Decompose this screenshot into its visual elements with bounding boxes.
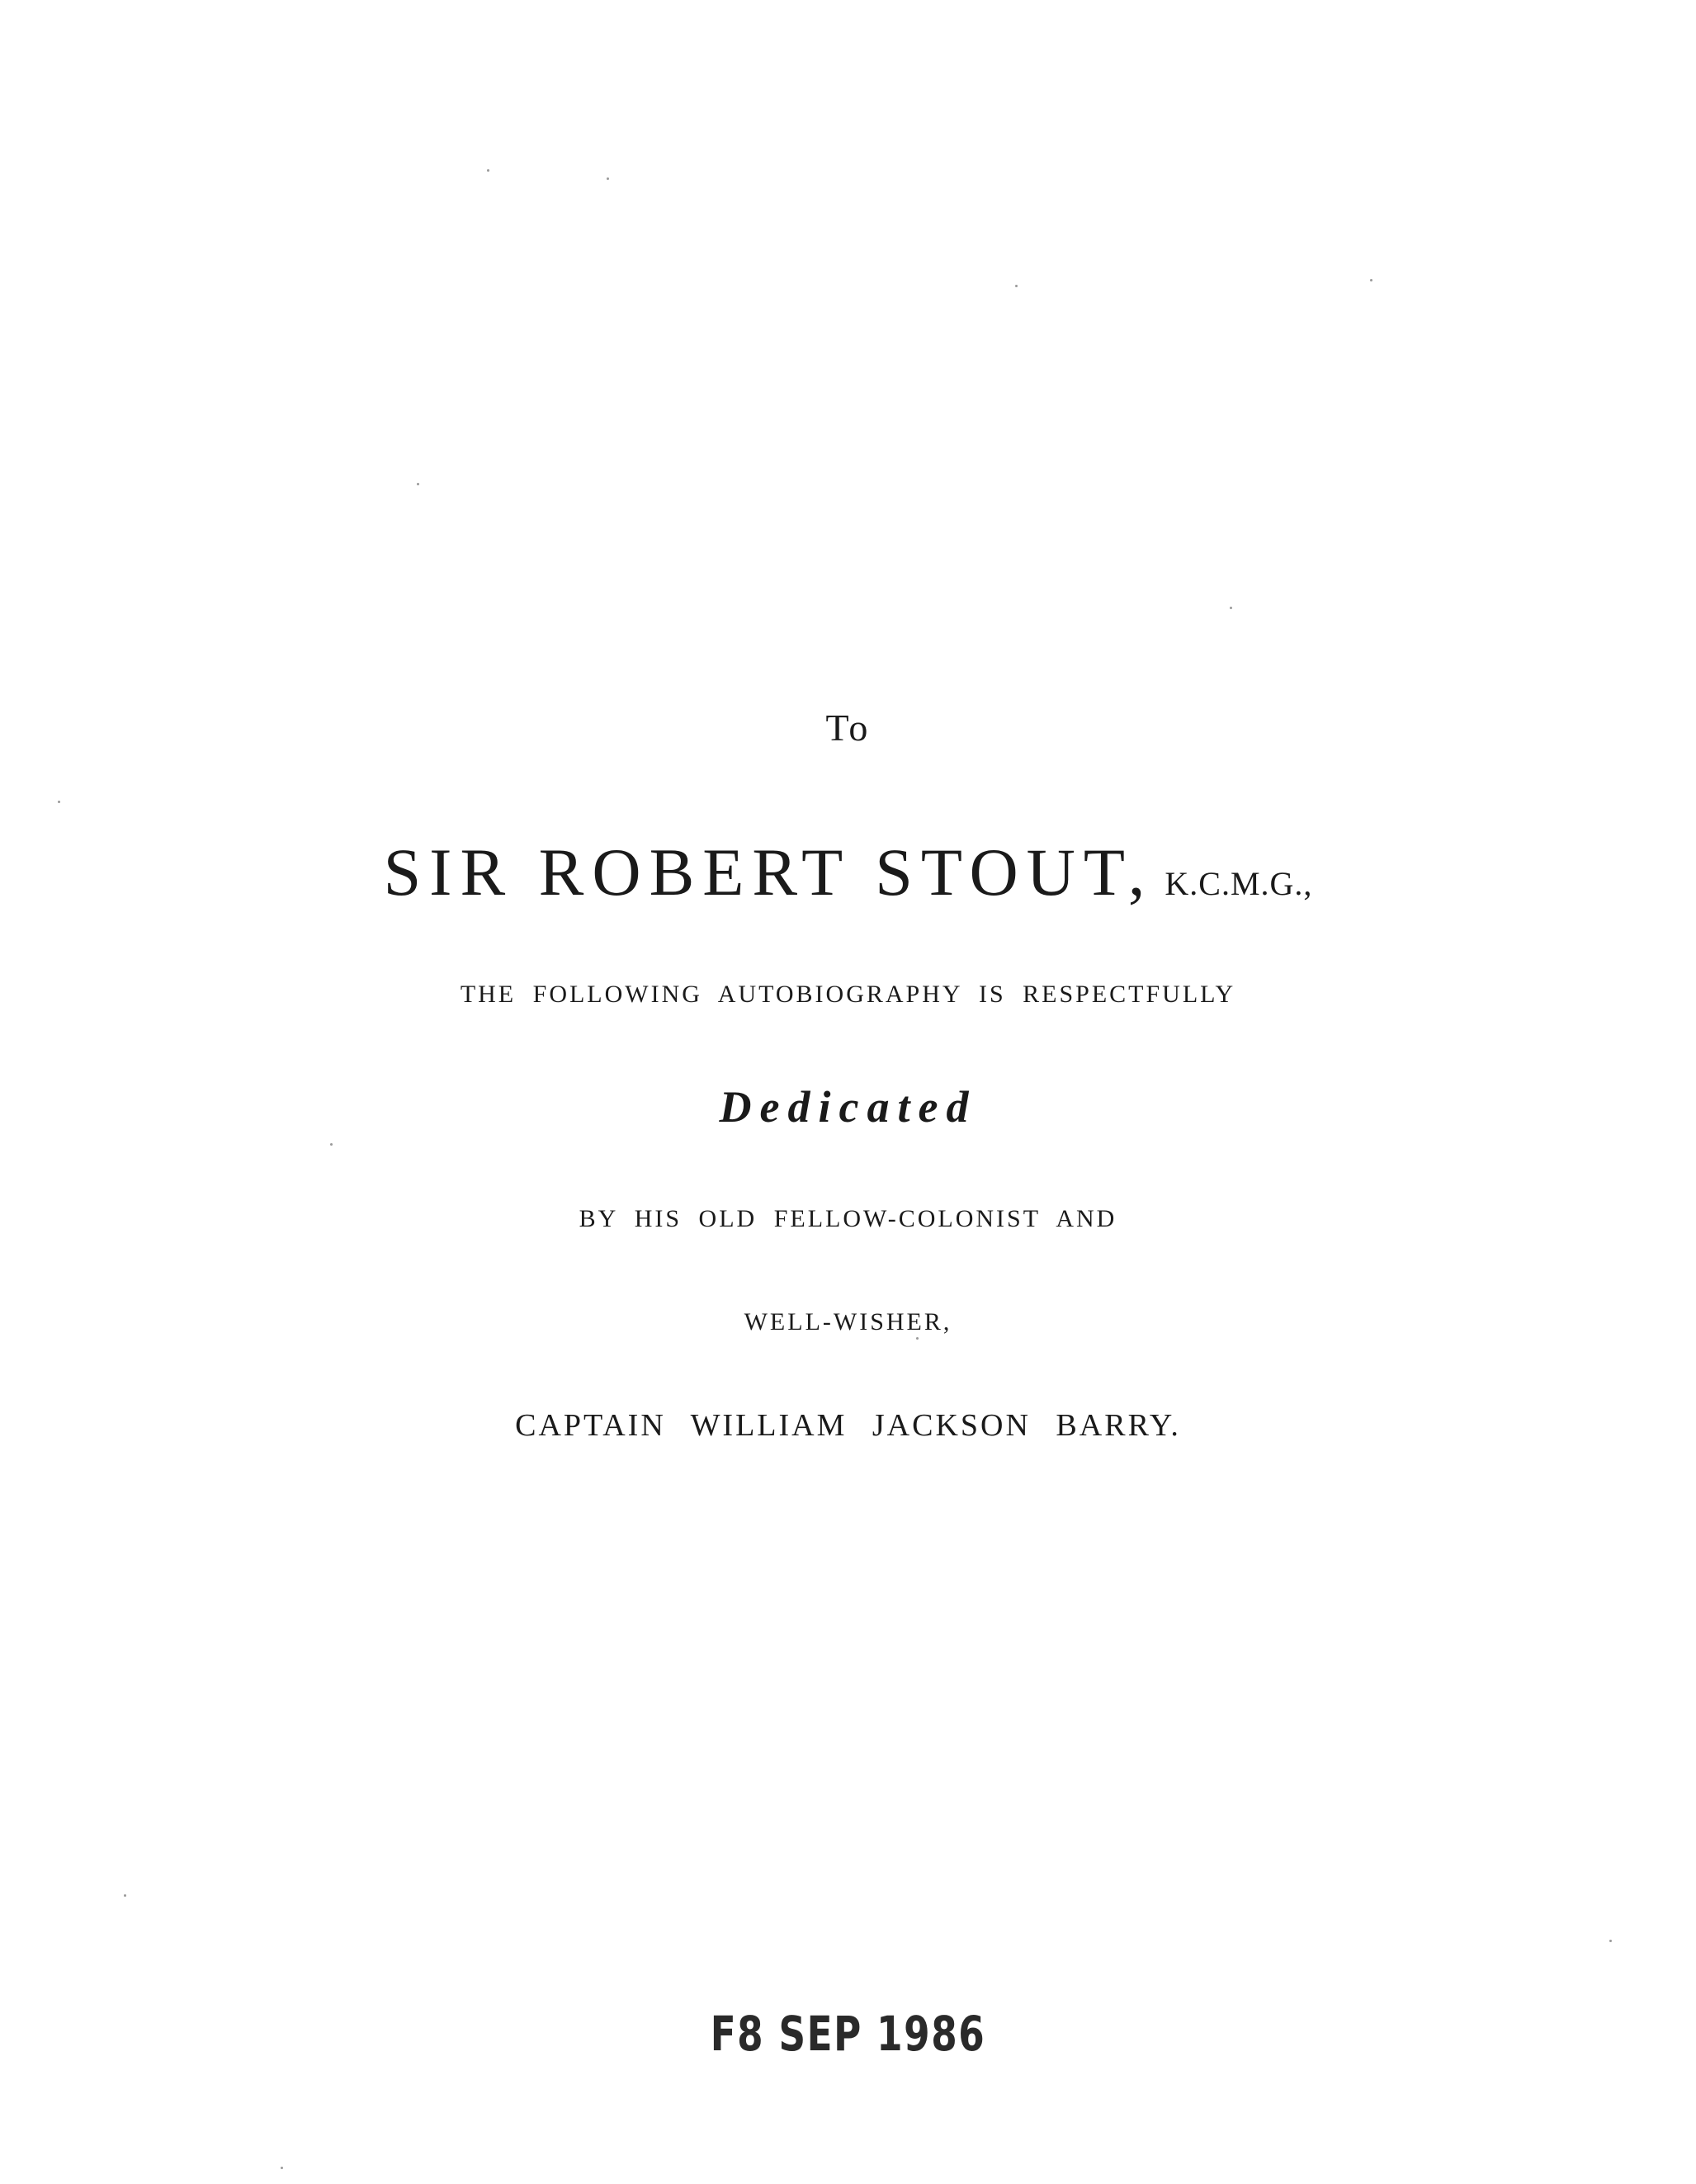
scan-speck (1015, 285, 1018, 287)
scan-speck (1370, 279, 1372, 281)
recipient-name: SIR ROBERT STOUT, (383, 834, 1154, 910)
dedication-author: CAPTAIN WILLIAM JACKSON BARRY. (515, 1408, 1181, 1443)
scan-speck (607, 177, 609, 180)
date-stamp: F8 SEP 1986 (710, 2006, 986, 2062)
scan-speck (281, 2167, 283, 2169)
scan-speck (58, 801, 60, 803)
dedication-to: To (825, 707, 871, 749)
scan-speck (487, 169, 489, 172)
dedication-well-wisher: WELL-WISHER, (744, 1308, 952, 1335)
scan-speck (330, 1143, 333, 1146)
recipient-honours: K.C.M.G., (1165, 865, 1313, 902)
scan-speck (417, 483, 419, 485)
scan-speck (1230, 607, 1232, 609)
dedication-by: BY HIS OLD FELLOW-COLONIST AND (579, 1205, 1117, 1232)
scan-speck (1609, 1940, 1612, 1942)
dedication-following: THE FOLLOWING AUTOBIOGRAPHY IS RESPECTFULLY (460, 981, 1236, 1008)
scan-speck (916, 1337, 919, 1340)
dedication-dedicated: Dedicated (719, 1082, 977, 1132)
dedication-recipient (0, 834, 1696, 911)
scan-speck (124, 1894, 126, 1897)
